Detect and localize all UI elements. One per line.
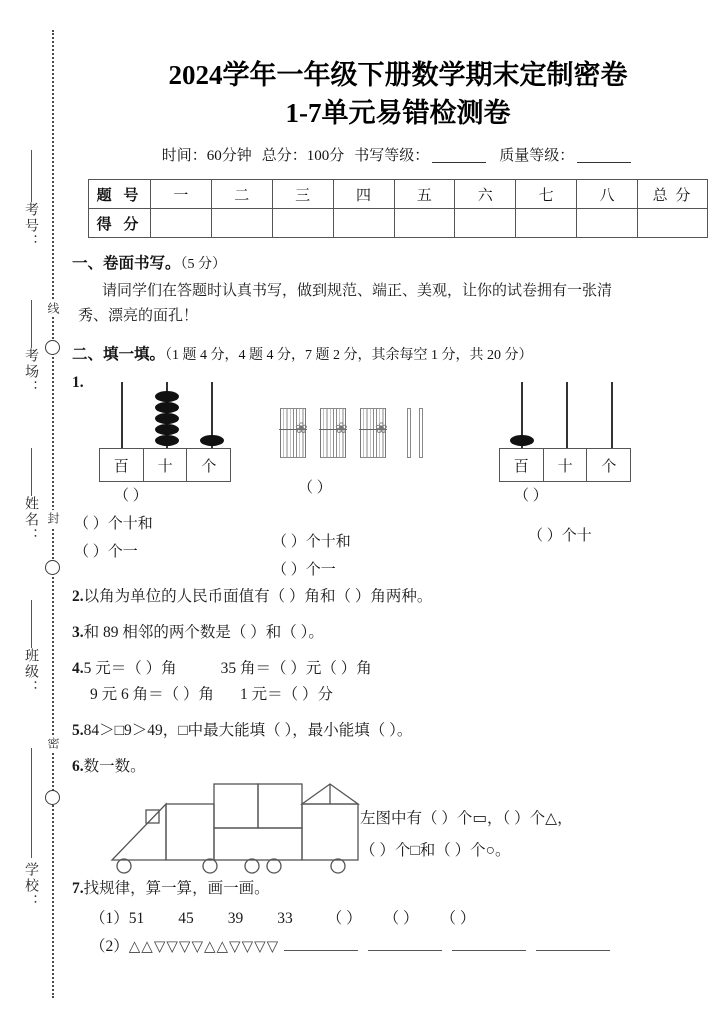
score-row-label-number: 题 号: [89, 180, 151, 209]
q4-line1-b[interactable]: 35 角＝（ ）元（ ）角: [220, 660, 372, 677]
q4-line1-a[interactable]: 5 元＝（ ）角: [83, 660, 177, 677]
q1-figure-abacus-right: [500, 382, 670, 544]
question-7-sub2: [72, 934, 724, 960]
place-value-row-right: [500, 448, 631, 482]
exam-meta-line: [72, 144, 724, 165]
single-stick-1: [407, 408, 411, 458]
q7-num: 7.: [72, 880, 84, 897]
seal-char-secret: 密: [46, 737, 60, 750]
seal-rule-4: [31, 600, 32, 648]
bead-hundreds-1: [510, 435, 534, 446]
bundle-1-knot: ❀: [295, 421, 308, 437]
q1-figure-abacus-left: [74, 382, 250, 560]
place-cell-ones: 个: [186, 448, 231, 482]
score-cell-7[interactable]: [516, 209, 577, 238]
score-cell-2[interactable]: [211, 209, 272, 238]
score-col-7: 七: [516, 180, 577, 209]
score-col-1: 一: [151, 180, 212, 209]
q1-fill-middle-line2[interactable]: （ ）个一: [272, 562, 336, 578]
score-table: [88, 179, 708, 238]
bead-ones-1: [200, 435, 224, 446]
seal-rule-5: [31, 748, 32, 858]
sticks-group: [280, 408, 470, 498]
q2-text[interactable]: 以角为单位的人民币面值有（ ）角和（ ）角两种。: [83, 588, 433, 605]
q2-num: 2.: [72, 588, 84, 605]
section-1-body-line-1: 请同学们在答题时认真书写，做到规范、端正、美观，让你的试卷拥有一张清: [102, 283, 613, 299]
time-label: 时间：60分钟: [161, 148, 252, 164]
seal-rule-3: [31, 448, 32, 496]
question-3: [72, 620, 724, 646]
score-col-8: 八: [577, 180, 638, 209]
q7-draw-blank-4[interactable]: [536, 937, 610, 951]
total-score-label: 总分：100分: [261, 148, 345, 164]
section-1-note: （5 分）: [180, 257, 227, 272]
exam-content: [72, 0, 724, 1024]
score-cell-8[interactable]: [577, 209, 638, 238]
q4-line2-b[interactable]: 1 元＝（ ）分: [240, 686, 334, 703]
q1-fill-middle-line1[interactable]: （ ）个十和: [272, 534, 351, 550]
place-value-row-left: [100, 448, 231, 482]
single-stick-2: [419, 408, 423, 458]
bead-tens-1: [155, 391, 179, 402]
score-cell-1[interactable]: [151, 209, 212, 238]
seal-label-name: 姓名：: [23, 496, 38, 544]
q5-text[interactable]: 84＞□9＞49，□中最大能填（ ），最小能填（ ）。: [83, 722, 413, 739]
q1-figure-sticks: [272, 408, 470, 578]
q5-num: 5.: [72, 722, 84, 739]
quality-grade-label: 质量等级：: [499, 148, 575, 164]
q1-fill-right-line1[interactable]: （ ）个十: [528, 528, 592, 544]
section-1-title: 一、卷面书写。: [72, 255, 181, 272]
seal-label-exam-number: 考号：: [23, 202, 38, 250]
q7-blank-3[interactable]: （ ）: [440, 910, 476, 927]
bead-tens-4: [155, 424, 179, 435]
q7-blank-2[interactable]: （ ）: [383, 910, 419, 927]
section-1-body-line-2: 秀、漂亮的面孔！: [78, 308, 199, 324]
q1-answer-paren-middle[interactable]: （ ）: [298, 480, 332, 496]
section-2-title: 二、填一填。: [72, 346, 166, 363]
question-7-title: [72, 876, 724, 902]
section-2-heading: [72, 342, 724, 364]
writing-grade-label: 书写等级：: [354, 148, 430, 164]
seal-rule-1: [31, 150, 32, 202]
writing-grade-blank[interactable]: [432, 149, 486, 163]
question-6-title: [72, 754, 724, 780]
stick-bundle-1: [280, 408, 306, 458]
q3-num: 3.: [72, 624, 84, 641]
q4-num: 4.: [72, 660, 84, 677]
score-cell-4[interactable]: [333, 209, 394, 238]
question-5: [72, 718, 724, 744]
seal-rule-2: [31, 300, 32, 348]
score-col-3: 三: [272, 180, 333, 209]
seal-label-class: 班级：: [23, 648, 38, 696]
bead-tens-5: [155, 435, 179, 446]
title-line-2: 1-7单元易错检测卷: [285, 98, 511, 128]
q7-n4: 33: [277, 910, 293, 927]
question-4: [72, 656, 724, 682]
q6-num: 6.: [72, 758, 84, 775]
score-col-2: 二: [211, 180, 272, 209]
q7-draw-blank-2[interactable]: [368, 937, 442, 951]
q1-answer-paren-right[interactable]: （ ）: [514, 488, 548, 504]
q7-n1: 51: [128, 910, 145, 927]
bead-tens-3: [155, 413, 179, 424]
score-table-value-row: [89, 209, 708, 238]
seal-char-seal: 封: [46, 512, 60, 525]
q6-fill-line-1[interactable]: 左图中有（ ）个▭，（ ）个△，: [360, 810, 573, 827]
question-7-sub1: [72, 906, 724, 932]
score-col-6: 六: [455, 180, 516, 209]
abacus-rod-hundreds: [121, 382, 123, 448]
score-table-header-row: [89, 180, 708, 209]
q1-fill-left-line2[interactable]: （ ）个一: [74, 544, 138, 560]
q6-fill-line-2[interactable]: （ ）个□和（ ）个○。: [360, 842, 511, 859]
bead-tens-2: [155, 402, 179, 413]
q7-sub1-label: （1）: [90, 910, 129, 927]
place-cell-right-ones: 个: [586, 448, 631, 482]
question-1-figures: [72, 400, 724, 582]
q4-line2-a[interactable]: 9 元 6 角＝（ ）角: [90, 686, 215, 703]
score-cell-3[interactable]: [272, 209, 333, 238]
score-cell-6[interactable]: [455, 209, 516, 238]
seal-margin: [0, 0, 70, 1024]
place-cell-right-tens: 十: [543, 448, 588, 482]
q7-blank-1[interactable]: （ ）: [326, 910, 362, 927]
q7-n3: 39: [227, 910, 244, 927]
q7-draw-blank-1[interactable]: [284, 937, 358, 951]
abacus-right-rod-ones: [611, 382, 613, 448]
title-line-1: 2024学年一年级下册数学期末定制密卷: [168, 60, 628, 90]
score-cell-total[interactable]: [638, 209, 708, 238]
place-cell-tens: 十: [143, 448, 188, 482]
q7-n2: 45: [178, 910, 194, 927]
q1-answer-paren-left[interactable]: （ ）: [114, 488, 148, 504]
section-1-heading: [72, 251, 724, 273]
score-col-total: 总 分: [638, 180, 708, 209]
q3-text[interactable]: 和 89 相邻的两个数是（ ）和（ ）。: [83, 624, 324, 641]
q7-title-text: 找规律，算一算，画一画。: [83, 880, 270, 897]
q7-draw-blank-3[interactable]: [452, 937, 526, 951]
bundle-3-knot: ❀: [375, 421, 388, 437]
bundle-2-knot: ❀: [335, 421, 348, 437]
abacus-right-rod-tens: [566, 382, 568, 448]
abacus-left: [100, 382, 250, 502]
score-row-label-points: 得 分: [89, 209, 151, 238]
quality-grade-blank[interactable]: [577, 149, 631, 163]
truck-figure-icon: [90, 782, 390, 874]
question-6-figure-area: [72, 782, 724, 874]
page-title: [72, 0, 724, 132]
score-col-4: 四: [333, 180, 394, 209]
q1-num: 1.: [72, 374, 84, 391]
stick-bundle-2: [320, 408, 346, 458]
question-2: [72, 584, 724, 610]
seal-ring-2: [45, 560, 60, 575]
seal-char-line: 线: [46, 302, 60, 315]
abacus-right: [500, 382, 670, 502]
q7-sub2-label: （2）: [90, 938, 129, 955]
seal-label-exam-room: 考场：: [23, 348, 38, 396]
q7-triangle-pattern: △△▽▽▽▽△△▽▽▽▽: [128, 939, 280, 955]
question-4-line2: [72, 682, 724, 708]
seal-label-school: 学校：: [23, 862, 38, 910]
q1-fill-left-line1[interactable]: （ ）个十和: [74, 516, 153, 532]
place-cell-right-hundreds: 百: [499, 448, 544, 482]
section-2-note: （1 题 4 分，4 题 4 分，7 题 2 分，其余每空 1 分，共 20 分）: [165, 348, 533, 363]
q6-title-text: 数一数。: [83, 758, 146, 775]
seal-ring-1: [45, 340, 60, 355]
score-col-5: 五: [394, 180, 455, 209]
place-cell-hundreds: 百: [99, 448, 144, 482]
seal-ring-3: [45, 790, 60, 805]
stick-bundle-3: [360, 408, 386, 458]
score-cell-5[interactable]: [394, 209, 455, 238]
